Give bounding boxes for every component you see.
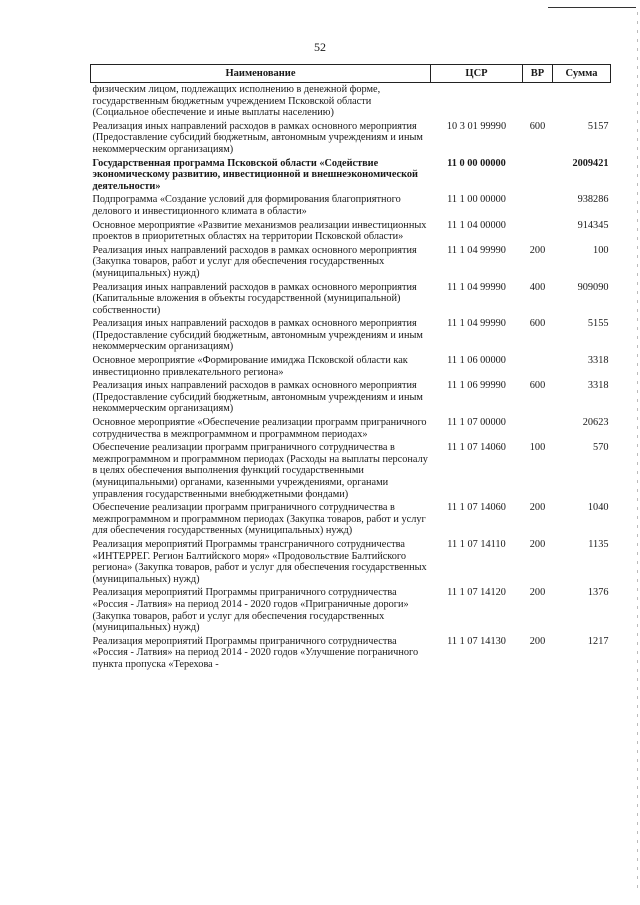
row-name-cell: физическим лицом, подлежащих исполнению в денежной форме, государственным бюджетным учреждением Псковской области (Социальное обеспечение и иные выплаты населению) xyxy=(92,84,381,119)
row-csr-cell: 11 1 04 99990 xyxy=(447,318,506,330)
row-sum-cell: 100 xyxy=(593,244,609,256)
row-csr-cell xyxy=(431,83,523,121)
row-name-cell: Основное мероприятие «Формирование имиджа Псковской области как инвестиционно привлекательного региона» xyxy=(92,355,408,378)
row-vr-cell: 600 xyxy=(529,318,546,330)
row-vr-cell: 400 xyxy=(529,281,546,293)
top-rule xyxy=(548,7,636,8)
row-name-cell: Реализация иных направлений расходов в рамках основного мероприятия (Предоставление субсидий бюджетным, автономным учреждениям и иным некоммерческим организациям) xyxy=(92,318,423,353)
table-row xyxy=(91,502,611,539)
table-row xyxy=(91,121,611,158)
header-vr: ВР xyxy=(523,65,553,83)
row-csr-cell: 11 1 07 14110 xyxy=(447,538,506,550)
row-name-cell: Реализация иных направлений расходов в рамках основного мероприятия (Предоставление субсидий бюджетным, автономным учреждениям и иным некоммерческим организациям) xyxy=(92,120,423,155)
budget-table xyxy=(90,64,611,673)
page-number: 52 xyxy=(314,40,326,54)
row-sum-cell: 570 xyxy=(593,442,609,454)
table-row xyxy=(91,380,611,417)
row-csr-cell: 11 1 07 14060 xyxy=(447,502,506,514)
row-sum-cell: 1376 xyxy=(587,587,609,599)
row-sum-cell: 1217 xyxy=(587,635,609,647)
row-sum-cell: 5155 xyxy=(587,318,609,330)
row-sum-cell: 1040 xyxy=(587,502,609,514)
row-csr-cell: 11 1 07 14060 xyxy=(447,442,506,454)
row-sum-cell: 1135 xyxy=(588,538,609,550)
row-csr-cell: 11 1 07 00000 xyxy=(447,417,506,429)
row-name-cell: Подпрограмма «Создание условий для формирования благоприятного делового и инвестиционного климата в области» xyxy=(92,194,401,217)
row-vr-cell xyxy=(523,355,553,380)
row-vr-cell: 200 xyxy=(529,538,546,550)
row-name-cell: Реализация мероприятий Программы приграничного сотрудничества «Россия - Латвия» на период 2014 - 2020 годов «Приграничные дороги» (Закупка товаров, работ и услуг для обеспечения государственных (муниципальных) нужд) xyxy=(92,587,409,634)
row-vr-cell: 100 xyxy=(529,442,546,454)
row-vr-cell: 600 xyxy=(529,120,546,132)
row-name-cell: Обеспечение реализации программ приграничного сотрудничества в межпрограммном и программном периодах (Расходы на выплаты персоналу в целях обеспечения выполнения функций государственными (муниципальными) органами, казенными учреждениями, органами управления государственными внебюджетными фондами) xyxy=(92,442,428,500)
row-csr-cell: 11 0 00 00000 xyxy=(447,157,506,169)
row-csr-cell: 11 1 07 14130 xyxy=(447,635,506,647)
table-row xyxy=(91,587,611,635)
row-sum-cell xyxy=(553,83,611,121)
table-row xyxy=(91,83,611,121)
row-sum-cell: 909090 xyxy=(577,281,609,293)
row-vr-cell: 200 xyxy=(529,502,546,514)
row-vr-cell: 600 xyxy=(529,380,546,392)
row-vr-cell: 200 xyxy=(529,244,546,256)
table-row xyxy=(91,355,611,380)
row-vr-cell xyxy=(523,194,553,219)
row-vr-cell: 200 xyxy=(529,587,546,599)
header-name: Наименование xyxy=(91,65,431,83)
row-name-cell: Государственная программа Псковской области «Содействие экономическому развитию, инвестиционной и внешнеэкономической деятельности» xyxy=(92,157,418,192)
table-row xyxy=(91,282,611,319)
table-row xyxy=(91,636,611,673)
row-name-cell: Реализация иных направлений расходов в рамках основного мероприятия (Капитальные вложения в объекты государственной (муниципальной) собственности) xyxy=(92,281,417,316)
scan-edge-mark xyxy=(637,12,638,892)
row-vr-cell xyxy=(523,417,553,442)
row-csr-cell: 11 1 07 14120 xyxy=(447,587,506,599)
table-row xyxy=(91,318,611,355)
row-name-cell: Реализация мероприятий Программы трансграничного сотрудничества «ИНТЕРРЕГ. Регион Балтийского моря» «Продовольствие Балтийского региона» (Закупка товаров, работ и услуг для обеспечения государственных (муниципальных) нужд) xyxy=(92,538,427,585)
row-csr-cell: 11 1 06 00000 xyxy=(447,355,506,367)
table-row xyxy=(91,417,611,442)
table-row xyxy=(91,158,611,195)
table-row xyxy=(91,245,611,282)
table-row xyxy=(91,539,611,587)
row-vr-cell: 200 xyxy=(529,635,546,647)
row-csr-cell: 11 1 04 00000 xyxy=(447,219,506,231)
row-sum-cell: 3318 xyxy=(587,380,609,392)
row-name-cell: Реализация иных направлений расходов в рамках основного мероприятия (Закупка товаров, работ и услуг для обеспечения государственных (муниципальных) нужд) xyxy=(92,244,417,279)
row-csr-cell: 11 1 06 99990 xyxy=(447,380,506,392)
row-vr-cell xyxy=(523,220,553,245)
header-csr: ЦСР xyxy=(431,65,523,83)
table-header-row xyxy=(91,65,611,83)
table-row xyxy=(91,220,611,245)
table-row xyxy=(91,442,611,502)
header-sum: Сумма xyxy=(553,65,611,83)
row-csr-cell: 11 1 04 99990 xyxy=(447,244,506,256)
row-name-cell: Реализация мероприятий Программы приграничного сотрудничества «Россия - Латвия» на период 2014 - 2020 годов «Улучшение пограничного пункта пропуска «Терехова - xyxy=(92,635,419,670)
row-sum-cell: 938286 xyxy=(577,194,609,206)
row-sum-cell: 914345 xyxy=(577,219,609,231)
row-name-cell: Обеспечение реализации программ приграничного сотрудничества в межпрограммном и программном периодах (Закупка товаров, работ и услуг для обеспечения государственных (муниципальных) нужд) xyxy=(92,502,426,537)
row-vr-cell xyxy=(523,158,553,195)
row-sum-cell: 2009421 xyxy=(572,157,609,169)
row-csr-cell: 11 1 04 99990 xyxy=(447,281,506,293)
row-csr-cell: 11 1 00 00000 xyxy=(447,194,506,206)
row-sum-cell: 3318 xyxy=(587,355,609,367)
table-row xyxy=(91,194,611,219)
row-vr-cell xyxy=(523,83,553,121)
row-sum-cell: 5157 xyxy=(587,120,609,132)
row-name-cell: Основное мероприятие «Обеспечение реализации программ приграничного сотрудничества в межпрограммном и программном периодах» xyxy=(92,417,427,440)
row-csr-cell: 10 3 01 99990 xyxy=(446,120,507,132)
row-sum-cell: 20623 xyxy=(582,417,609,429)
row-name-cell: Основное мероприятие «Развитие механизмов реализации инвестиционных проектов в приоритетных областях на территории Псковской области» xyxy=(92,219,427,243)
row-name-cell: Реализация иных направлений расходов в рамках основного мероприятия (Предоставление субсидий бюджетным, автономным учреждениям и иным некоммерческим организациям) xyxy=(92,380,423,415)
